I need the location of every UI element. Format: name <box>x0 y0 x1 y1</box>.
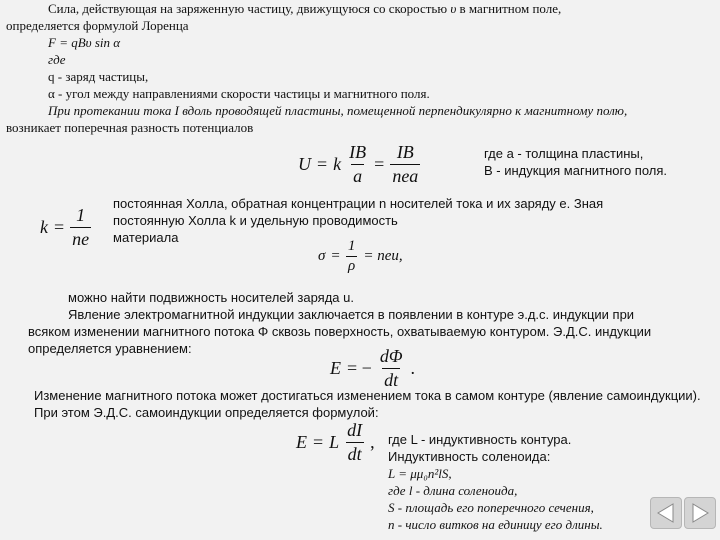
solenoid-inductance-label: Индуктивность соленоида: <box>388 449 551 464</box>
eq-rhs: = neu, <box>363 248 403 264</box>
self-induction-line1: Изменение магнитного потока может достигаться изменением тока в самом контуре (явление самоиндукции). <box>34 388 701 403</box>
solenoid-formula: L = μμ₀n²lS, <box>388 466 452 481</box>
numerator: IB <box>349 142 367 162</box>
period: . <box>410 358 416 378</box>
self-induction-line2: При этом Э.Д.С. самоиндукции определяется формулой: <box>34 405 379 420</box>
where-label: где <box>48 52 66 67</box>
arrow-right-icon <box>685 498 715 528</box>
faraday-equation <box>330 346 415 391</box>
text: sin α <box>94 35 121 50</box>
denominator: ne <box>72 229 90 249</box>
eq-lhs: σ <box>318 248 326 264</box>
eq-sign: = <box>374 154 385 174</box>
lorentz-formula <box>48 35 120 51</box>
fraction-1-rho <box>346 238 358 275</box>
fraction-ib-nea <box>390 142 420 187</box>
induction-line2: всяком изменении магнитного потока Φ сквозь поверхность, охватываемую контуром. Э.Д.С. индукции <box>28 324 652 339</box>
text: F = qB <box>48 35 86 50</box>
hall-voltage-equation <box>298 142 420 187</box>
length-definition: где l - длина соленоида, <box>388 483 518 498</box>
hall-const-line3: материала <box>113 230 179 245</box>
denominator: a <box>353 166 363 186</box>
alpha-definition: α - угол между направлениями скорости частицы и магнитного поля. <box>48 86 430 101</box>
eq-sign: = <box>313 432 324 452</box>
eq-L: L <box>329 432 340 452</box>
comma: , <box>370 432 375 452</box>
velocity-symbol: υ <box>450 1 457 16</box>
turns-definition: n - число витков на единицу его длины. <box>388 517 603 532</box>
eq-sign: = <box>317 154 328 174</box>
eq-lhs: k <box>40 217 48 237</box>
numerator: dΦ <box>379 346 403 366</box>
fraction-1-ne <box>70 205 91 250</box>
denominator: nea <box>392 166 419 186</box>
induction-line1: Явление электромагнитной индукции заключается в появлении в контуре э.д.с. индукции при <box>68 307 635 322</box>
text: Сила, действующая на заряженную частицу, движущуюся со скоростью <box>48 1 448 16</box>
inductance-definition: где L - индуктивность контура. <box>388 432 572 447</box>
next-slide-button[interactable] <box>684 497 716 529</box>
text: в магнитном поле, <box>459 1 562 16</box>
q-definition: q - заряд частицы, <box>48 69 149 84</box>
lorentz-intro-line1 <box>48 1 561 17</box>
conductivity-equation <box>318 238 403 275</box>
denominator: dt <box>347 444 362 464</box>
eq-k: k <box>333 154 342 174</box>
numerator: dI <box>347 420 363 440</box>
previous-slide-button[interactable] <box>650 497 682 529</box>
hall-constant-equation <box>40 205 91 250</box>
eq-sign: = − <box>347 358 372 378</box>
eq-lhs: U <box>298 154 311 174</box>
lorentz-intro-line2: определяется формулой Лоренца <box>6 18 189 33</box>
area-definition: S - площадь его поперечного сечения, <box>388 500 594 515</box>
fraction-ib-a <box>347 142 368 187</box>
eq-lhs: E <box>330 358 341 378</box>
mobility-line: можно найти подвижность носителей заряда u. <box>68 290 354 305</box>
fraction-dphi-dt <box>378 346 405 391</box>
hall-const-line2: постоянную Холла k и удельную проводимость <box>113 213 398 228</box>
denominator: dt <box>384 370 399 390</box>
eq-sign: = <box>54 217 65 237</box>
fraction-di-dt <box>345 420 364 465</box>
denominator: ρ <box>348 258 356 274</box>
eq-lhs: E <box>296 432 307 452</box>
arrow-left-icon <box>651 498 681 528</box>
a-definition: где a - толщина пластины, <box>484 146 644 161</box>
hall-intro-line1: При протекании тока I вдоль проводящей пластины, помещенной перпендикулярно к магнитному полю, <box>48 103 628 118</box>
numerator: 1 <box>76 205 86 225</box>
hall-intro-line2: возникает поперечная разность потенциалов <box>6 120 254 135</box>
self-induction-equation <box>296 420 375 465</box>
hall-const-line1: постоянная Холла, обратная концентрации n носителей тока и их заряду e. Зная <box>113 196 604 211</box>
numerator: 1 <box>347 238 356 254</box>
b-definition: B - индукция магнитного поля. <box>484 163 668 178</box>
eq-sign: = <box>331 248 340 264</box>
velocity-symbol: υ <box>85 35 92 50</box>
induction-line3: определяется уравнением: <box>28 341 192 356</box>
numerator: IB <box>396 142 414 162</box>
